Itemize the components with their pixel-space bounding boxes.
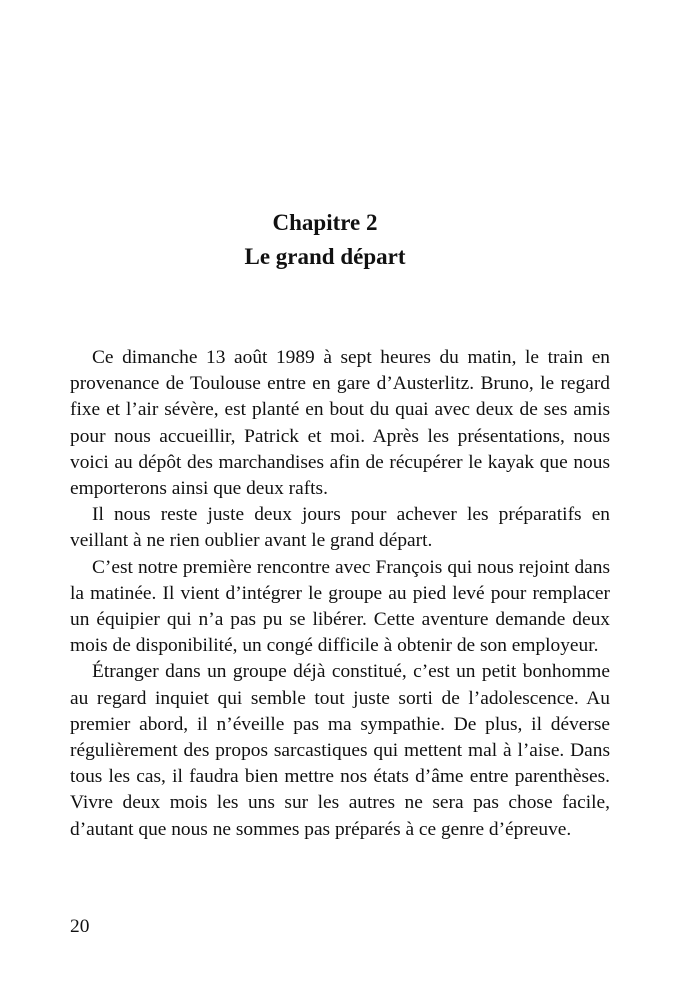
body-text [70,345,610,843]
chapter-title: Le grand départ [244,244,406,269]
page-number: 20 [70,916,90,937]
paragraph: C’est notre première rencontre avec François qui nous rejoint dans la matinée. Il vient d’intégrer le groupe au pied levé pour remplacer un équipier qui n’a pas pu se libérer. Cette aventure demande deux mois de disponibilité, un congé difficile à obtenir de son employeur. [70,556,610,657]
paragraph: Il nous reste juste deux jours pour achever les préparatifs en veillant à ne rien oublier avant le grand départ. [70,504,610,552]
chapter-heading [0,206,650,274]
paragraph: Ce dimanche 13 août 1989 à sept heures du matin, le train en provenance de Toulouse entre en gare d’Austerlitz. Bruno, le regard fixe et l’air sévère, est planté en bout du quai avec deux de ses amis pour nous accueillir, Patrick et moi. Après les présentations, nous voici au dépôt des marchandises afin de récupérer le kayak que nous emporterons ainsi que deux rafts. [70,347,610,500]
paragraph: Étranger dans un groupe déjà constitué, c’est un petit bonhomme au regard inquiet qui semble tout juste sorti de l’adolescence. Au premier abord, il n’éveille pas ma sympathie. De plus, il déverse régulièrement des propos sarcastiques qui mettent mal à l’aise. Dans tous les cas, il faudra bien mettre nos états d’âme entre parenthèses. Vivre deux mois les uns sur les autres ne sera pas chose facile, d’autant que nous ne sommes pas préparés à ce genre d’épreuve. [70,661,610,840]
chapter-number: Chapitre 2 [272,210,378,235]
